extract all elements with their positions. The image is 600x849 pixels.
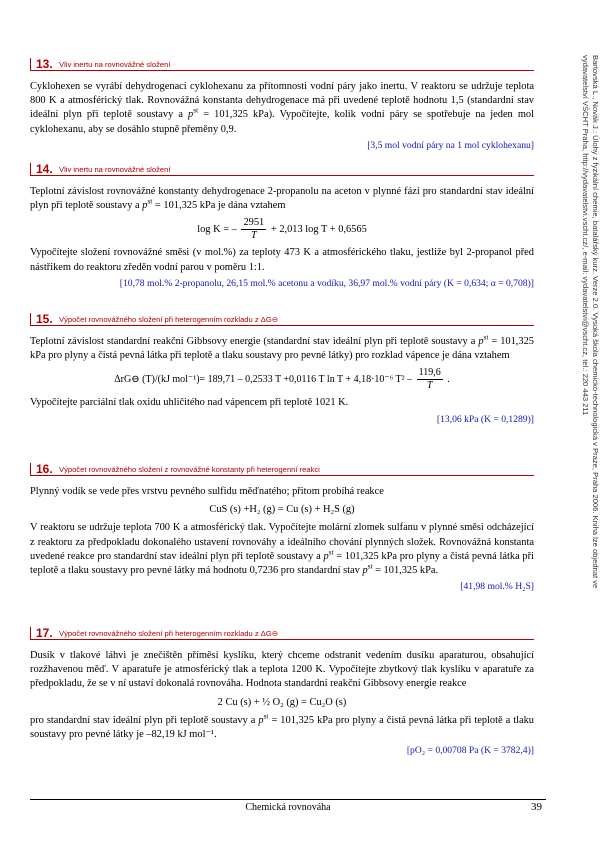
footer-title: Chemická rovnováha bbox=[245, 802, 331, 813]
problem-header bbox=[30, 627, 534, 640]
problem-text: Dusík v tlakové láhvi je znečištěn příměsí kyslíku, který chceme odstranit vedením dusíku aparaturou, obsahující rozžhavenou měď. V aparatuře je atmosférický tlak a teplota 1200 K. Vypočítejte zbytkový tlak kyslíku v aparatuře za předpokladu, že se v ní ustaví dokonalá rovnováha. Hodnota standardní reakční Gibbsovy energie reakce 2 Cu (s) + ½ O₂ (g) = Cu₂O (s) pro standardní stav ideální plyn při teplotě soustavy a $p^{st} = 101,325$ kPa pro plyny a čistá pevná látka při teplotě a tlaku soustavy pro pevné látky je –82,19 kJ mol⁻¹. [pO₂ = 0,00708 Pa (K = 3782,4)] bbox=[30, 650, 534, 757]
problem-topic: Vliv inertu na rovnovážné složení bbox=[59, 165, 171, 174]
problem-answer: [pO₂ = 0,00708 Pa (K = 3782,4)] bbox=[406, 745, 534, 757]
problem-topic: Výpočet rovnovážného složení při heterogenním rozkladu z ΔG⊖ bbox=[59, 315, 279, 324]
problem-answer: [41,98 mol.% H₂S] bbox=[460, 581, 534, 593]
problem-15 bbox=[30, 313, 534, 426]
page-footer bbox=[30, 799, 546, 814]
problem-topic: Vliv inertu na rovnovážné složení bbox=[59, 60, 171, 69]
page-number: 39 bbox=[531, 801, 542, 813]
problem-header bbox=[30, 58, 534, 71]
reaction-equation: 2 Cu (s) + ½ O₂ (g) = Cu₂O (s) bbox=[217, 696, 347, 708]
problem-number: 15. bbox=[36, 312, 53, 326]
problem-topic: Výpočet rovnovážného složení z rovnovážné konstanty při heterogenní reakci bbox=[59, 465, 320, 474]
problem-answer: [13,06 kPa (K = 0,1289)] bbox=[436, 413, 534, 425]
equation: log K = – $\frac{2951}{T}$ + 2,013 log T + 0,6565 bbox=[197, 217, 367, 242]
problem-number: 13. bbox=[36, 57, 53, 71]
problem-17 bbox=[30, 627, 534, 757]
side-citation bbox=[562, 55, 598, 615]
problem-16 bbox=[30, 463, 534, 593]
problem-answer: [10,78 mol.% 2-propanolu, 26,15 mol.% acetonu a vodíku, 36,97 mol.% vodní páry (K = 0,634; α = 0,708)] bbox=[119, 277, 534, 289]
problem-number: 16. bbox=[36, 462, 53, 476]
problem-number: 14. bbox=[36, 162, 53, 176]
equation: ΔrG⊖ (T)/(kJ mol⁻¹)= 189,71 – 0,2533 T +0,0116 T ln T + 4,18·10⁻⁶ T² – $\frac{119,6}{T}$ . bbox=[114, 367, 450, 392]
reaction-equation: CuS (s) +H₂ (g) = Cu (s) + H₂S (g) bbox=[209, 504, 355, 516]
problem-text: Teplotní závislost rovnovážné konstanty dehydrogenace 2-propanolu na aceton v plynné fázi pro standardní stav ideální plyn při teplotě soustavy a $p^{st} = 101,325$ kPa je dána vztahem log K = – $\frac{2951}{T}$ + 2,013 log T + 0,6565 Vypočítejte složení rovnovážné směsi (v mol.%) za teploty 473 K a atmosférického tlaku, jestliže byl 2-propanol před nástřikem do reaktoru zředěn vodní parou v poměru 1:1. [10,78 mol.% 2-propanolu, 26,15 mol.% acetonu a vodíku, 36,97 mol.% vodní páry (K = 0,634; α = 0,708)] bbox=[30, 186, 534, 289]
problem-14 bbox=[30, 163, 534, 290]
problem-text: Teplotní závislost standardní reakční Gibbsovy energie (standardní stav ideální plyn při teplotě soustavy a $p^{st} = 101,325$ kPa pro plyny a čistá pevná látka při teplotě a tlaku soustavy pro pevné látky) pro rozklad vápence je dána vztahem ΔrG⊖ (T)/(kJ mol⁻¹)= 189,71 – 0,2533 T +0,0116 T ln T + 4,18·10⁻⁶ T² – $\frac{119,6}{T}$ . Vypočítejte parciální tlak oxidu uhličitého nad vápencem při teplotě 1021 K. [13,06 kPa (K = 0,1289)] bbox=[30, 333, 534, 425]
problem-answer: [3,5 mol vodní páry na 1 mol cyklohexanu] bbox=[367, 139, 534, 151]
problem-header bbox=[30, 163, 534, 176]
problem-text: Plynný vodík se vede přes vrstvu pevného sulfidu měďnatého; přitom probíhá reakce CuS (s) +H₂ (g) = Cu (s) + H₂S (g) V reaktoru se udržuje teplota 700 K a atmosférický tlak. Vypočítejte molární zlomek sulfanu v plynné směsi odcházející z reaktoru za předpokladu dokonalého ustavení rovnováhy a ideálního chování plynných složek. Rovnovážná konstanta uvedené reakce pro standardní stav ideální plyn při teplotě soustavy a $p^{st} = 101,325$ kPa pro plyny a čistá pevná látka při teplotě a tlaku soustavy pro pevné látky má hodnotu 0,7236 pro standardní stav $p^{st} = 101,325$ kPa. [41,98 mol.% H₂S] bbox=[30, 486, 534, 593]
problem-topic: Výpočet rovnovážného složení při heterogenním rozkladu z ΔG⊖ bbox=[59, 629, 279, 638]
problem-13 bbox=[30, 58, 534, 152]
problem-header bbox=[30, 313, 534, 326]
problem-text: Cyklohexen se vyrábí dehydrogenací cyklohexanu za přítomnosti vodní páry jako inertu. V reaktoru se udržuje teplota 800 K a atmosférický tlak. Rovnovážná konstanta dehydrogenace má při uvedené teplotě hodnotu 1,5 (standardní stav ideální plyn při teplotě soustavy a $p^{st} = 101,325$ kPa). Vypočítejte, kolik vodní páry se spotřebuje na jeden mol cyklohexanu, aby se dosáhlo stupně přeměny 0,9. [3,5 mol vodní páry na 1 mol cyklohexanu] bbox=[30, 81, 534, 151]
problem-number: 17. bbox=[36, 626, 53, 640]
side-citation-text: Bartovská L., Novák J.: Úlohy z fyzikální chemie, batalářský kurz. Verze 2.0. Vysoká škola chemicko-technologická v Praze, Praha 2006. Kniha lze objednat ve vydavatelství VŠCHT Praha, http://vydavatelstvi.vscht.cz/, e-mail: vydavatelstvi@vscht.cz, tel.: 220 443 211 bbox=[581, 55, 600, 589]
problem-header bbox=[30, 463, 534, 476]
